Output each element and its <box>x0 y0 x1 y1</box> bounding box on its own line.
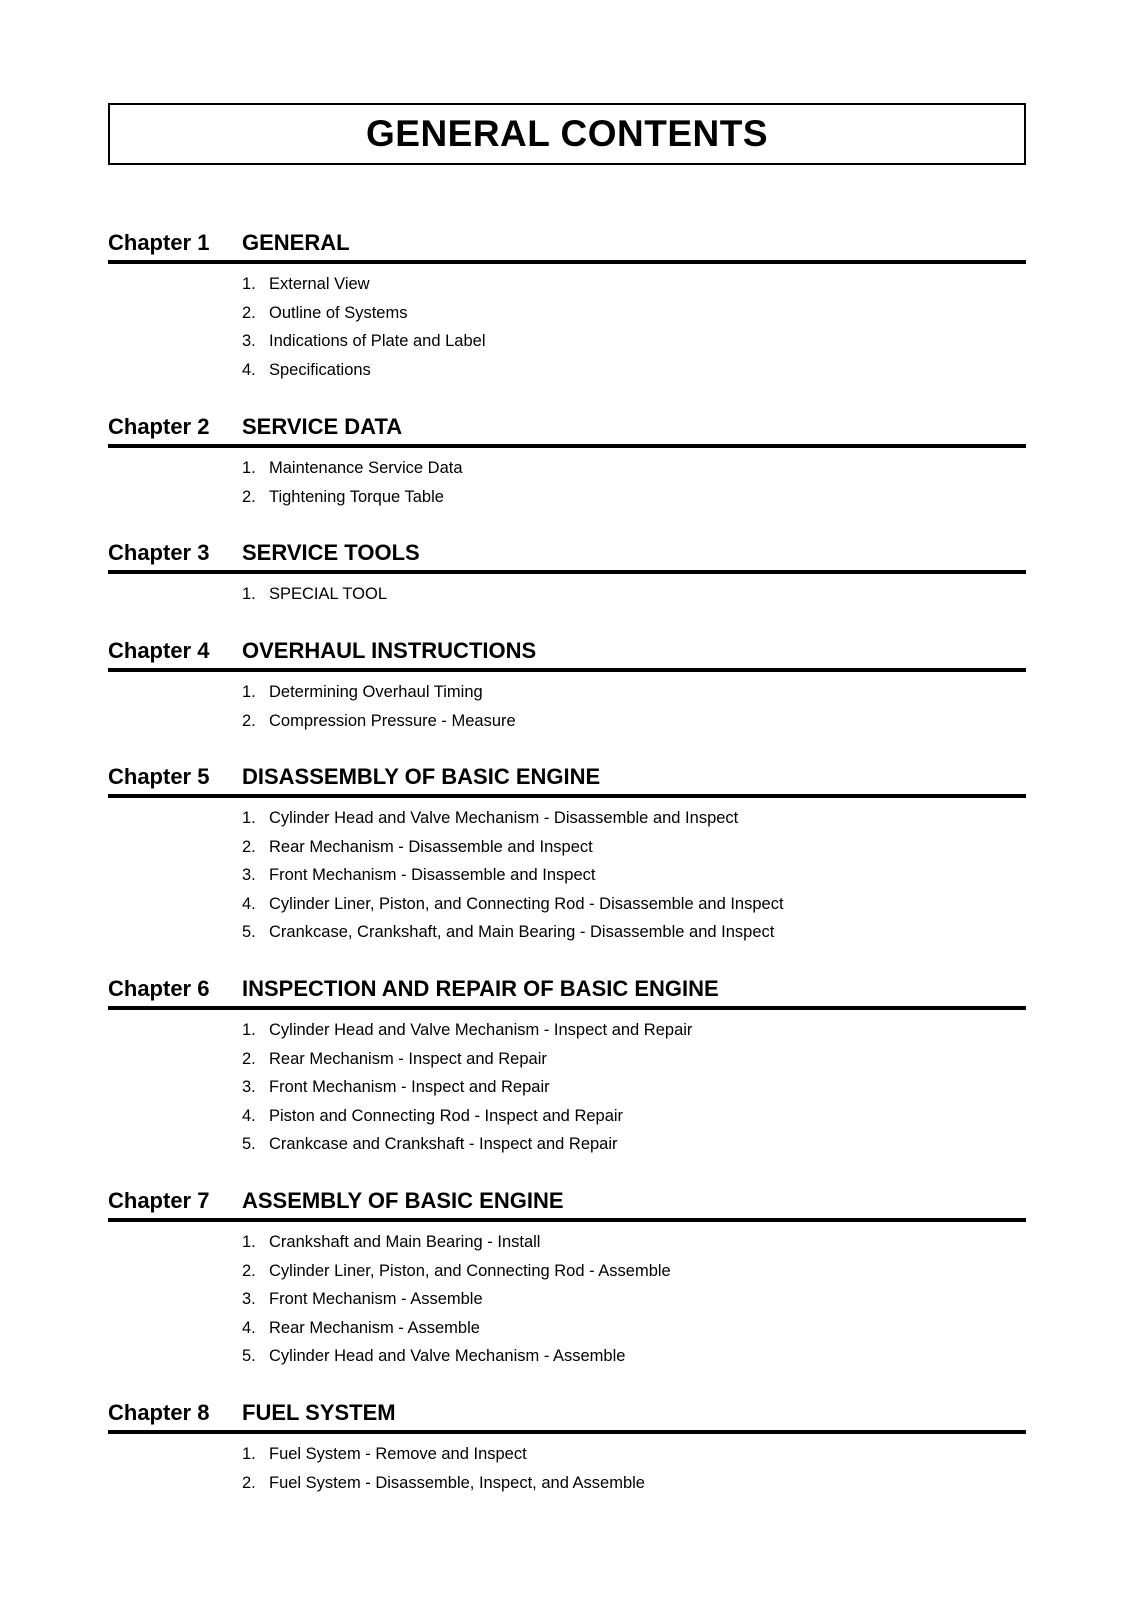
item-number: 2. <box>242 1261 256 1280</box>
chapter-heading <box>108 1394 1026 1434</box>
list-item <box>242 1440 1026 1469</box>
chapter-heading <box>108 632 1026 672</box>
list-item <box>242 1469 1026 1498</box>
item-text: Rear Mechanism - Disassemble and Inspect <box>269 837 593 856</box>
item-text: Compression Pressure - Measure <box>269 711 516 730</box>
list-item <box>242 707 1026 736</box>
item-text: Front Mechanism - Disassemble and Inspect <box>269 866 596 885</box>
list-item <box>242 804 1026 833</box>
chapter-section-1 <box>108 224 1026 384</box>
chapter-heading <box>108 970 1026 1010</box>
item-text: Specifications <box>269 360 371 379</box>
chapter-number: Chapter 7 <box>108 1188 210 1213</box>
item-number: 4. <box>242 1318 256 1337</box>
item-number: 2. <box>242 1473 256 1492</box>
item-text: Maintenance Service Data <box>269 459 463 477</box>
list-item <box>242 454 1026 483</box>
chapter-item-list <box>108 798 1026 947</box>
item-text: Crankshaft and Main Bearing - Install <box>269 1233 541 1251</box>
chapter-section-5 <box>108 758 1026 947</box>
item-text: Tightening Torque Table <box>269 487 444 506</box>
item-number: 2. <box>242 837 256 856</box>
item-number: 3. <box>242 332 256 351</box>
item-number: 1. <box>242 275 256 293</box>
list-item <box>242 1102 1026 1131</box>
list-item <box>242 1314 1026 1343</box>
list-item <box>242 327 1026 356</box>
item-text: Indications of Plate and Label <box>269 332 486 351</box>
item-number: 5. <box>242 923 256 942</box>
item-number: 2. <box>242 1049 256 1068</box>
item-text: Front Mechanism - Inspect and Repair <box>269 1078 550 1097</box>
item-text: SPECIAL TOOL <box>269 585 387 603</box>
chapter-number: Chapter 3 <box>108 540 210 565</box>
chapter-item-list <box>108 264 1026 384</box>
chapter-heading <box>108 408 1026 448</box>
page-title-box <box>108 103 1026 165</box>
chapter-title: OVERHAUL INSTRUCTIONS <box>242 638 537 663</box>
list-item <box>242 861 1026 890</box>
item-text: Rear Mechanism - Inspect and Repair <box>269 1049 547 1068</box>
item-text: Rear Mechanism - Assemble <box>269 1318 480 1337</box>
chapter-heading <box>108 224 1026 264</box>
list-item <box>242 918 1026 947</box>
item-text: Cylinder Liner, Piston, and Connecting Rod - Disassemble and Inspect <box>269 894 784 913</box>
chapter-item-list <box>108 574 1026 609</box>
list-item <box>242 1016 1026 1045</box>
item-text: Piston and Connecting Rod - Inspect and Repair <box>269 1106 624 1125</box>
item-number: 2. <box>242 487 256 506</box>
chapter-section-7 <box>108 1182 1026 1371</box>
item-number: 1. <box>242 809 256 827</box>
chapter-item-list <box>108 1434 1026 1497</box>
list-item <box>242 1228 1026 1257</box>
chapter-section-8 <box>108 1394 1026 1497</box>
list-item <box>242 1342 1026 1371</box>
item-number: 1. <box>242 459 256 477</box>
item-number: 4. <box>242 894 256 913</box>
chapter-number: Chapter 1 <box>108 230 210 255</box>
page-title: GENERAL CONTENTS <box>365 113 768 154</box>
list-item <box>242 580 1026 609</box>
list-item <box>242 1045 1026 1074</box>
item-number: 4. <box>242 1106 256 1125</box>
list-item <box>242 299 1026 328</box>
list-item <box>242 1285 1026 1314</box>
chapter-title: SERVICE TOOLS <box>242 540 420 565</box>
item-number: 1. <box>242 1021 256 1039</box>
list-item <box>242 678 1026 707</box>
chapter-section-2 <box>108 408 1026 511</box>
item-text: Cylinder Head and Valve Mechanism - Disassemble and Inspect <box>269 809 739 827</box>
item-number: 4. <box>242 360 256 379</box>
chapter-item-list <box>108 1222 1026 1371</box>
chapter-number: Chapter 6 <box>108 976 210 1001</box>
item-number: 1. <box>242 683 256 701</box>
item-number: 2. <box>242 303 256 322</box>
list-item <box>242 1073 1026 1102</box>
chapter-title: GENERAL <box>242 230 350 255</box>
chapter-section-4 <box>108 632 1026 735</box>
item-text: Cylinder Head and Valve Mechanism - Inspect and Repair <box>269 1021 693 1039</box>
item-text: Cylinder Liner, Piston, and Connecting Rod - Assemble <box>269 1261 671 1280</box>
chapter-heading <box>108 534 1026 574</box>
chapter-item-list <box>108 448 1026 511</box>
list-item <box>242 833 1026 862</box>
chapter-section-6 <box>108 970 1026 1159</box>
item-text: External View <box>269 275 370 293</box>
chapter-number: Chapter 4 <box>108 638 210 663</box>
item-number: 3. <box>242 1078 256 1097</box>
item-text: Cylinder Head and Valve Mechanism - Assemble <box>269 1347 626 1366</box>
chapter-title: INSPECTION AND REPAIR OF BASIC ENGINE <box>242 976 719 1001</box>
item-number: 5. <box>242 1347 256 1366</box>
chapter-title: FUEL SYSTEM <box>242 1400 396 1425</box>
chapter-number: Chapter 2 <box>108 414 210 439</box>
item-text: Fuel System - Remove and Inspect <box>269 1445 527 1463</box>
chapter-title: ASSEMBLY OF BASIC ENGINE <box>242 1188 564 1213</box>
list-item <box>242 356 1026 385</box>
item-number: 5. <box>242 1135 256 1154</box>
chapter-item-list <box>108 1010 1026 1159</box>
item-text: Crankcase and Crankshaft - Inspect and Repair <box>269 1135 618 1154</box>
chapter-number: Chapter 5 <box>108 764 210 789</box>
chapter-title: SERVICE DATA <box>242 414 403 439</box>
chapter-section-3 <box>108 534 1026 609</box>
chapter-heading <box>108 758 1026 798</box>
item-text: Crankcase, Crankshaft, and Main Bearing - Disassemble and Inspect <box>269 923 775 942</box>
list-item <box>242 270 1026 299</box>
item-number: 3. <box>242 866 256 885</box>
chapter-number: Chapter 8 <box>108 1400 210 1425</box>
item-number: 2. <box>242 711 256 730</box>
item-text: Fuel System - Disassemble, Inspect, and Assemble <box>269 1473 645 1492</box>
list-item <box>242 1257 1026 1286</box>
item-number: 3. <box>242 1290 256 1309</box>
chapter-title: DISASSEMBLY OF BASIC ENGINE <box>242 764 601 789</box>
item-text: Determining Overhaul Timing <box>269 683 483 701</box>
item-text: Outline of Systems <box>269 303 408 322</box>
list-item <box>242 1130 1026 1159</box>
chapter-item-list <box>108 672 1026 735</box>
item-text: Front Mechanism - Assemble <box>269 1290 483 1309</box>
list-item <box>242 890 1026 919</box>
item-number: 1. <box>242 585 256 603</box>
list-item <box>242 483 1026 512</box>
item-number: 1. <box>242 1233 256 1251</box>
item-number: 1. <box>242 1445 256 1463</box>
chapter-heading <box>108 1182 1026 1222</box>
